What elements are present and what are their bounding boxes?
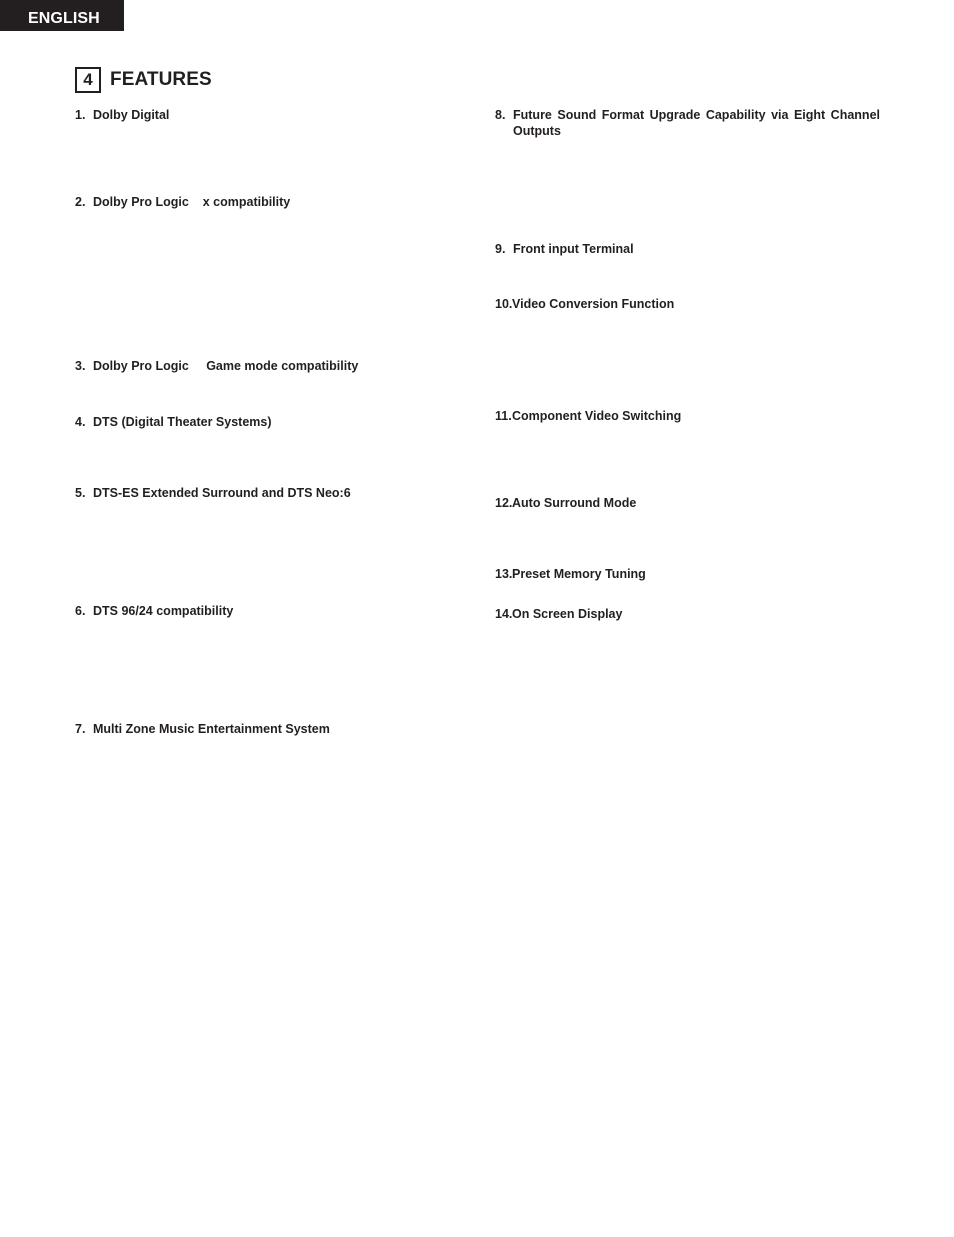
feature-item-dts-es <box>75 485 351 501</box>
language-tab: ENGLISH <box>0 0 124 31</box>
feature-number: 1. <box>75 108 86 122</box>
feature-item-on-screen-display <box>495 606 622 622</box>
feature-item-dts <box>75 414 272 430</box>
feature-title: Dolby Pro Logic x compatibility <box>93 195 291 209</box>
feature-number: 9. <box>495 242 506 256</box>
feature-item-video-conversion <box>495 296 674 312</box>
feature-number: 7. <box>75 722 86 736</box>
feature-item-multi-zone <box>75 721 330 737</box>
feature-number: 5. <box>75 486 86 500</box>
section-number-box: 4 <box>75 67 101 93</box>
feature-title: DTS-ES Extended Surround and DTS Neo:6 <box>93 486 351 500</box>
feature-number: 14. <box>495 607 513 621</box>
feature-number: 11. <box>495 409 512 423</box>
feature-number: 4. <box>75 415 86 429</box>
feature-item-dolby-digital <box>75 107 169 123</box>
feature-item-component-video <box>495 408 681 424</box>
feature-number: 2. <box>75 195 86 209</box>
section-title: FEATURES <box>110 69 212 90</box>
feature-item-front-input <box>495 241 634 257</box>
feature-title: Future Sound Format Upgrade Capability via Eight Channel Outputs <box>513 108 880 138</box>
feature-item-pro-logic-game <box>75 358 358 374</box>
feature-item-auto-surround <box>495 495 636 511</box>
feature-title: On Screen Display <box>512 607 623 621</box>
feature-title: Preset Memory Tuning <box>512 567 646 581</box>
feature-number: 12. <box>495 496 513 510</box>
feature-title: Auto Surround Mode <box>512 496 637 510</box>
feature-title: Dolby Pro Logic Game mode compatibility <box>93 359 359 373</box>
feature-number: 6. <box>75 604 86 618</box>
feature-title: Video Conversion Function <box>512 297 675 311</box>
feature-number: 3. <box>75 359 86 373</box>
feature-title: Dolby Digital <box>93 108 170 122</box>
section-heading <box>75 67 212 93</box>
feature-number: 13. <box>495 567 513 581</box>
feature-item-pro-logic-iix <box>75 194 290 210</box>
feature-title: DTS (Digital Theater Systems) <box>93 415 272 429</box>
feature-title: Front input Terminal <box>513 242 634 256</box>
feature-item-future-sound-format <box>495 107 880 139</box>
feature-title: DTS 96/24 compatibility <box>93 604 234 618</box>
feature-number: 10. <box>495 297 513 311</box>
feature-item-dts-96-24 <box>75 603 233 619</box>
feature-number: 8. <box>495 108 506 122</box>
feature-item-preset-memory <box>495 566 646 582</box>
feature-title: Component Video Switching <box>512 409 682 423</box>
feature-title: Multi Zone Music Entertainment System <box>93 722 330 736</box>
